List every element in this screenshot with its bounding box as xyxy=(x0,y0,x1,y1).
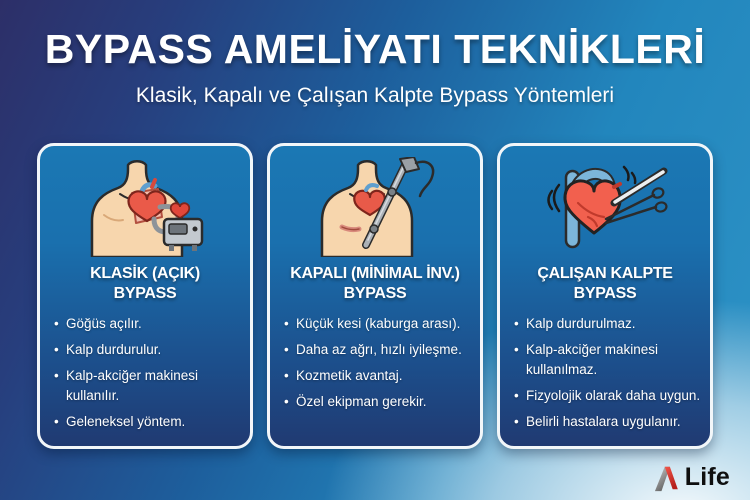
list-item: • Kalp durdurulmaz. xyxy=(514,314,702,334)
page-title: BYPASS AMELİYATI TEKNİKLERİ xyxy=(44,26,706,72)
list-item: • Kalp-akciğer makinesi kullanılmaz. xyxy=(514,340,702,380)
minimal-invasive-instrument-chest-icon xyxy=(306,156,444,258)
list-item: • Kozmetik avantaj. xyxy=(284,366,472,386)
card-title-line: BYPASS xyxy=(113,284,177,302)
card-calisan-kalpte-bypass xyxy=(497,143,713,449)
card-bullet-list xyxy=(48,314,242,438)
list-item: • Küçük kesi (kaburga arası). xyxy=(284,314,472,334)
list-item: • Kalp-akciğer makinesi kullanılır. xyxy=(54,366,242,406)
list-item: • Özel ekipman gerekir. xyxy=(284,392,472,412)
brand-name: Life xyxy=(684,463,730,491)
card-bullet-list xyxy=(278,314,472,418)
list-item: • Belirli hastalara uygulanır. xyxy=(514,412,702,432)
card-kapali-minimal-bypass xyxy=(267,143,483,449)
card-title-line: KAPALI (MİNİMAL İNV.) xyxy=(290,265,460,282)
card-title xyxy=(290,264,459,303)
card-title-line: ÇALIŞAN KALPTE xyxy=(537,265,673,282)
technique-cards xyxy=(37,143,713,449)
card-title xyxy=(90,264,200,303)
card-title-line: BYPASS xyxy=(343,284,407,302)
brand-logo xyxy=(654,463,730,492)
page-subtitle: Klasik, Kapalı ve Çalışan Kalpte Bypass Yöntemleri xyxy=(135,84,615,107)
card-bullet-list xyxy=(508,314,702,438)
card-title-line: KLASİK (AÇIK) xyxy=(90,265,200,282)
life-logo-icon xyxy=(654,464,682,492)
open-chest-heart-lung-machine-icon xyxy=(76,156,214,258)
list-item: • Kalp durdurulur. xyxy=(54,340,242,360)
card-klasik-acik-bypass xyxy=(37,143,253,449)
list-item: • Göğüs açılır. xyxy=(54,314,242,334)
list-item: • Daha az ağrı, hızlı iyileşme. xyxy=(284,340,472,360)
beating-heart-surgical-tools-icon xyxy=(536,156,674,258)
card-title-line: BYPASS xyxy=(573,284,637,302)
list-item: • Fizyolojik olarak daha uygun. xyxy=(514,386,702,406)
list-item: • Geleneksel yöntem. xyxy=(54,412,242,432)
card-title xyxy=(537,264,672,303)
